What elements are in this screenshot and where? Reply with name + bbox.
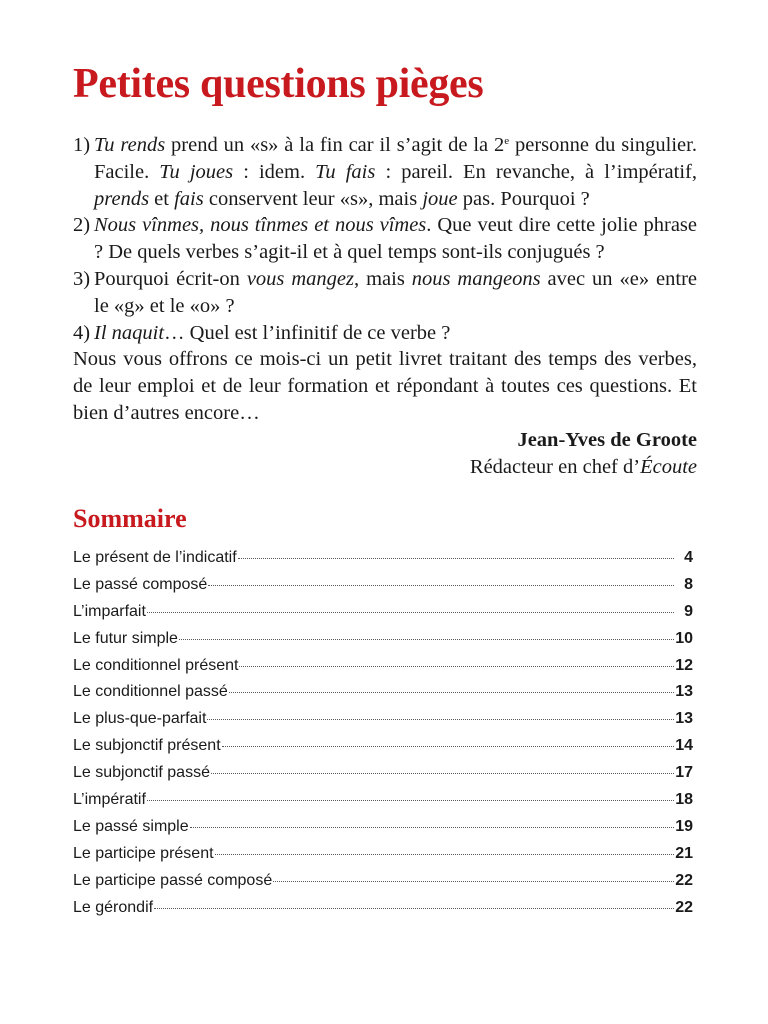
toc-entry[interactable] — [73, 549, 693, 576]
question-text-part: : pareil. En revanche, à l’impératif, — [375, 160, 698, 183]
toc-entry[interactable] — [73, 872, 693, 899]
toc-entry-label: L’impératif — [73, 791, 146, 809]
toc-entry-page: 12 — [675, 656, 693, 674]
toc-leader-dots — [179, 639, 674, 640]
toc-leader-dots — [229, 692, 674, 693]
toc-entry-label: Le passé simple — [73, 817, 189, 835]
question-text-part: : idem. — [233, 160, 316, 183]
toc-entry-page: 13 — [675, 683, 693, 701]
toc-leader-dots — [239, 666, 674, 667]
toc-leader-dots — [207, 719, 674, 720]
toc-entry[interactable] — [73, 791, 693, 818]
question-text-part: personne du singulier. Facile. — [94, 134, 697, 183]
signature-role-prefix: Rédacteur en chef d’ — [469, 455, 641, 478]
toc-leader-dots — [154, 908, 674, 909]
toc-entry-page: 8 — [684, 575, 693, 593]
question-text-italic: Tu joues — [159, 160, 234, 183]
signature-name: Jean-Yves de Groote — [517, 428, 697, 451]
toc-entry[interactable] — [73, 710, 693, 737]
toc-entry-label: Le participe présent — [73, 844, 214, 862]
question-text-part: , mais — [354, 267, 412, 290]
toc-entry-page: 22 — [675, 871, 693, 889]
page-title: Petites questions pièges — [73, 61, 484, 107]
toc-leader-dots — [222, 746, 674, 747]
question-number: 3) — [73, 267, 91, 290]
toc-entry-page: 14 — [675, 737, 693, 755]
question-text-italic: prends — [94, 187, 150, 210]
toc-entry-label: Le conditionnel passé — [73, 683, 228, 701]
toc-entry-page: 4 — [684, 549, 693, 566]
signature-magazine: Écoute — [640, 455, 697, 478]
toc-entry[interactable] — [73, 630, 693, 657]
toc-title: Sommaire — [73, 504, 187, 533]
toc-entry[interactable] — [73, 657, 693, 684]
signature-role — [73, 454, 697, 481]
question-text-part: pas. Pourquoi ? — [457, 187, 590, 210]
toc-entry[interactable] — [73, 603, 693, 630]
question-text-italic: Il naquit — [94, 321, 165, 344]
toc-entry[interactable] — [73, 737, 693, 764]
toc-entry-page: 17 — [675, 764, 693, 782]
intro-paragraph: Nous vous offrons ce mois-ci un petit livret traitant des temps des verbes, de leur emploi et de leur formation et répondant à toutes ces questions. Et bien d’autres encore… — [73, 348, 697, 424]
question-text-italic: joue — [422, 187, 458, 210]
question-item — [73, 132, 697, 212]
question-text — [94, 266, 697, 320]
toc-entry-page: 9 — [684, 602, 693, 620]
toc-entry[interactable] — [73, 899, 693, 926]
toc-entry[interactable] — [73, 818, 693, 845]
question-text-part: … Quel est l’infinitif de ce verbe ? — [164, 321, 451, 344]
question-text-part: . Que veut dire cette jolie phrase ? De quels verbes s’agit-il et à quel temps sont-ils conjugués ? — [94, 214, 697, 264]
toc-entry-label: Le passé composé — [73, 575, 208, 593]
toc-entry-label: Le plus-que-parfait — [73, 710, 207, 728]
question-text — [94, 320, 697, 347]
question-item — [73, 212, 697, 266]
toc-leader-dots — [238, 558, 674, 559]
toc-entry-label: Le conditionnel présent — [73, 656, 239, 674]
question-item — [73, 320, 697, 347]
toc-entry-page: 10 — [675, 629, 693, 647]
toc-entry-label: Le futur simple — [73, 629, 178, 647]
toc-leader-dots — [190, 827, 674, 828]
question-text — [94, 132, 697, 212]
question-list — [73, 132, 697, 346]
question-item — [73, 266, 697, 320]
toc-entry-label: Le subjonctif passé — [73, 764, 210, 782]
intro-section — [73, 132, 697, 480]
question-number: 2) — [73, 214, 91, 237]
toc-leader-dots — [208, 585, 674, 586]
question-text-part: conservent leur «s», mais — [203, 187, 423, 210]
toc-entry-page: 13 — [675, 710, 693, 728]
toc-entry[interactable] — [73, 764, 693, 791]
toc-entry-label: Le subjonctif présent — [73, 737, 221, 755]
table-of-contents — [73, 549, 693, 925]
question-text-italic: Nous vînmes, nous tînmes et nous vîmes — [94, 214, 427, 237]
toc-entry-page: 19 — [675, 817, 693, 835]
toc-leader-dots — [273, 881, 674, 882]
question-number: 4) — [73, 321, 91, 344]
question-text-italic: Tu fais — [315, 160, 376, 183]
toc-entry[interactable] — [73, 576, 693, 603]
signature — [73, 427, 697, 481]
toc-leader-dots — [211, 773, 674, 774]
question-text-part: et — [149, 187, 175, 210]
question-text-italic: nous mangeons — [411, 267, 541, 290]
question-text-part: Pourquoi écrit-on — [94, 267, 247, 290]
question-text-italic: fais — [174, 187, 204, 210]
toc-entry-label: L’imparfait — [73, 602, 146, 620]
toc-entry-label: Le présent de l’indicatif — [73, 549, 237, 566]
question-text-italic: Tu rends — [94, 134, 166, 156]
question-text-part: prend un «s» à la fin car il s’agit de la 2 — [165, 134, 505, 156]
toc-entry-page: 22 — [675, 898, 693, 916]
toc-leader-dots — [147, 800, 674, 801]
toc-entry[interactable] — [73, 683, 693, 710]
question-number: 1) — [73, 134, 91, 156]
toc-entry-page: 21 — [675, 844, 693, 862]
toc-leader-dots — [215, 854, 674, 855]
toc-entry[interactable] — [73, 845, 693, 872]
toc-entry-label: Le gérondif — [73, 898, 154, 916]
toc-entry-label: Le participe passé composé — [73, 871, 273, 889]
question-text — [94, 212, 697, 266]
toc-leader-dots — [147, 612, 674, 613]
question-text-part: avec un «e» entre le «g» et le «o» ? — [94, 267, 697, 317]
question-text-part: e — [504, 135, 510, 147]
question-text-italic: vous mangez — [246, 267, 354, 290]
toc-entry-page: 18 — [675, 791, 693, 809]
